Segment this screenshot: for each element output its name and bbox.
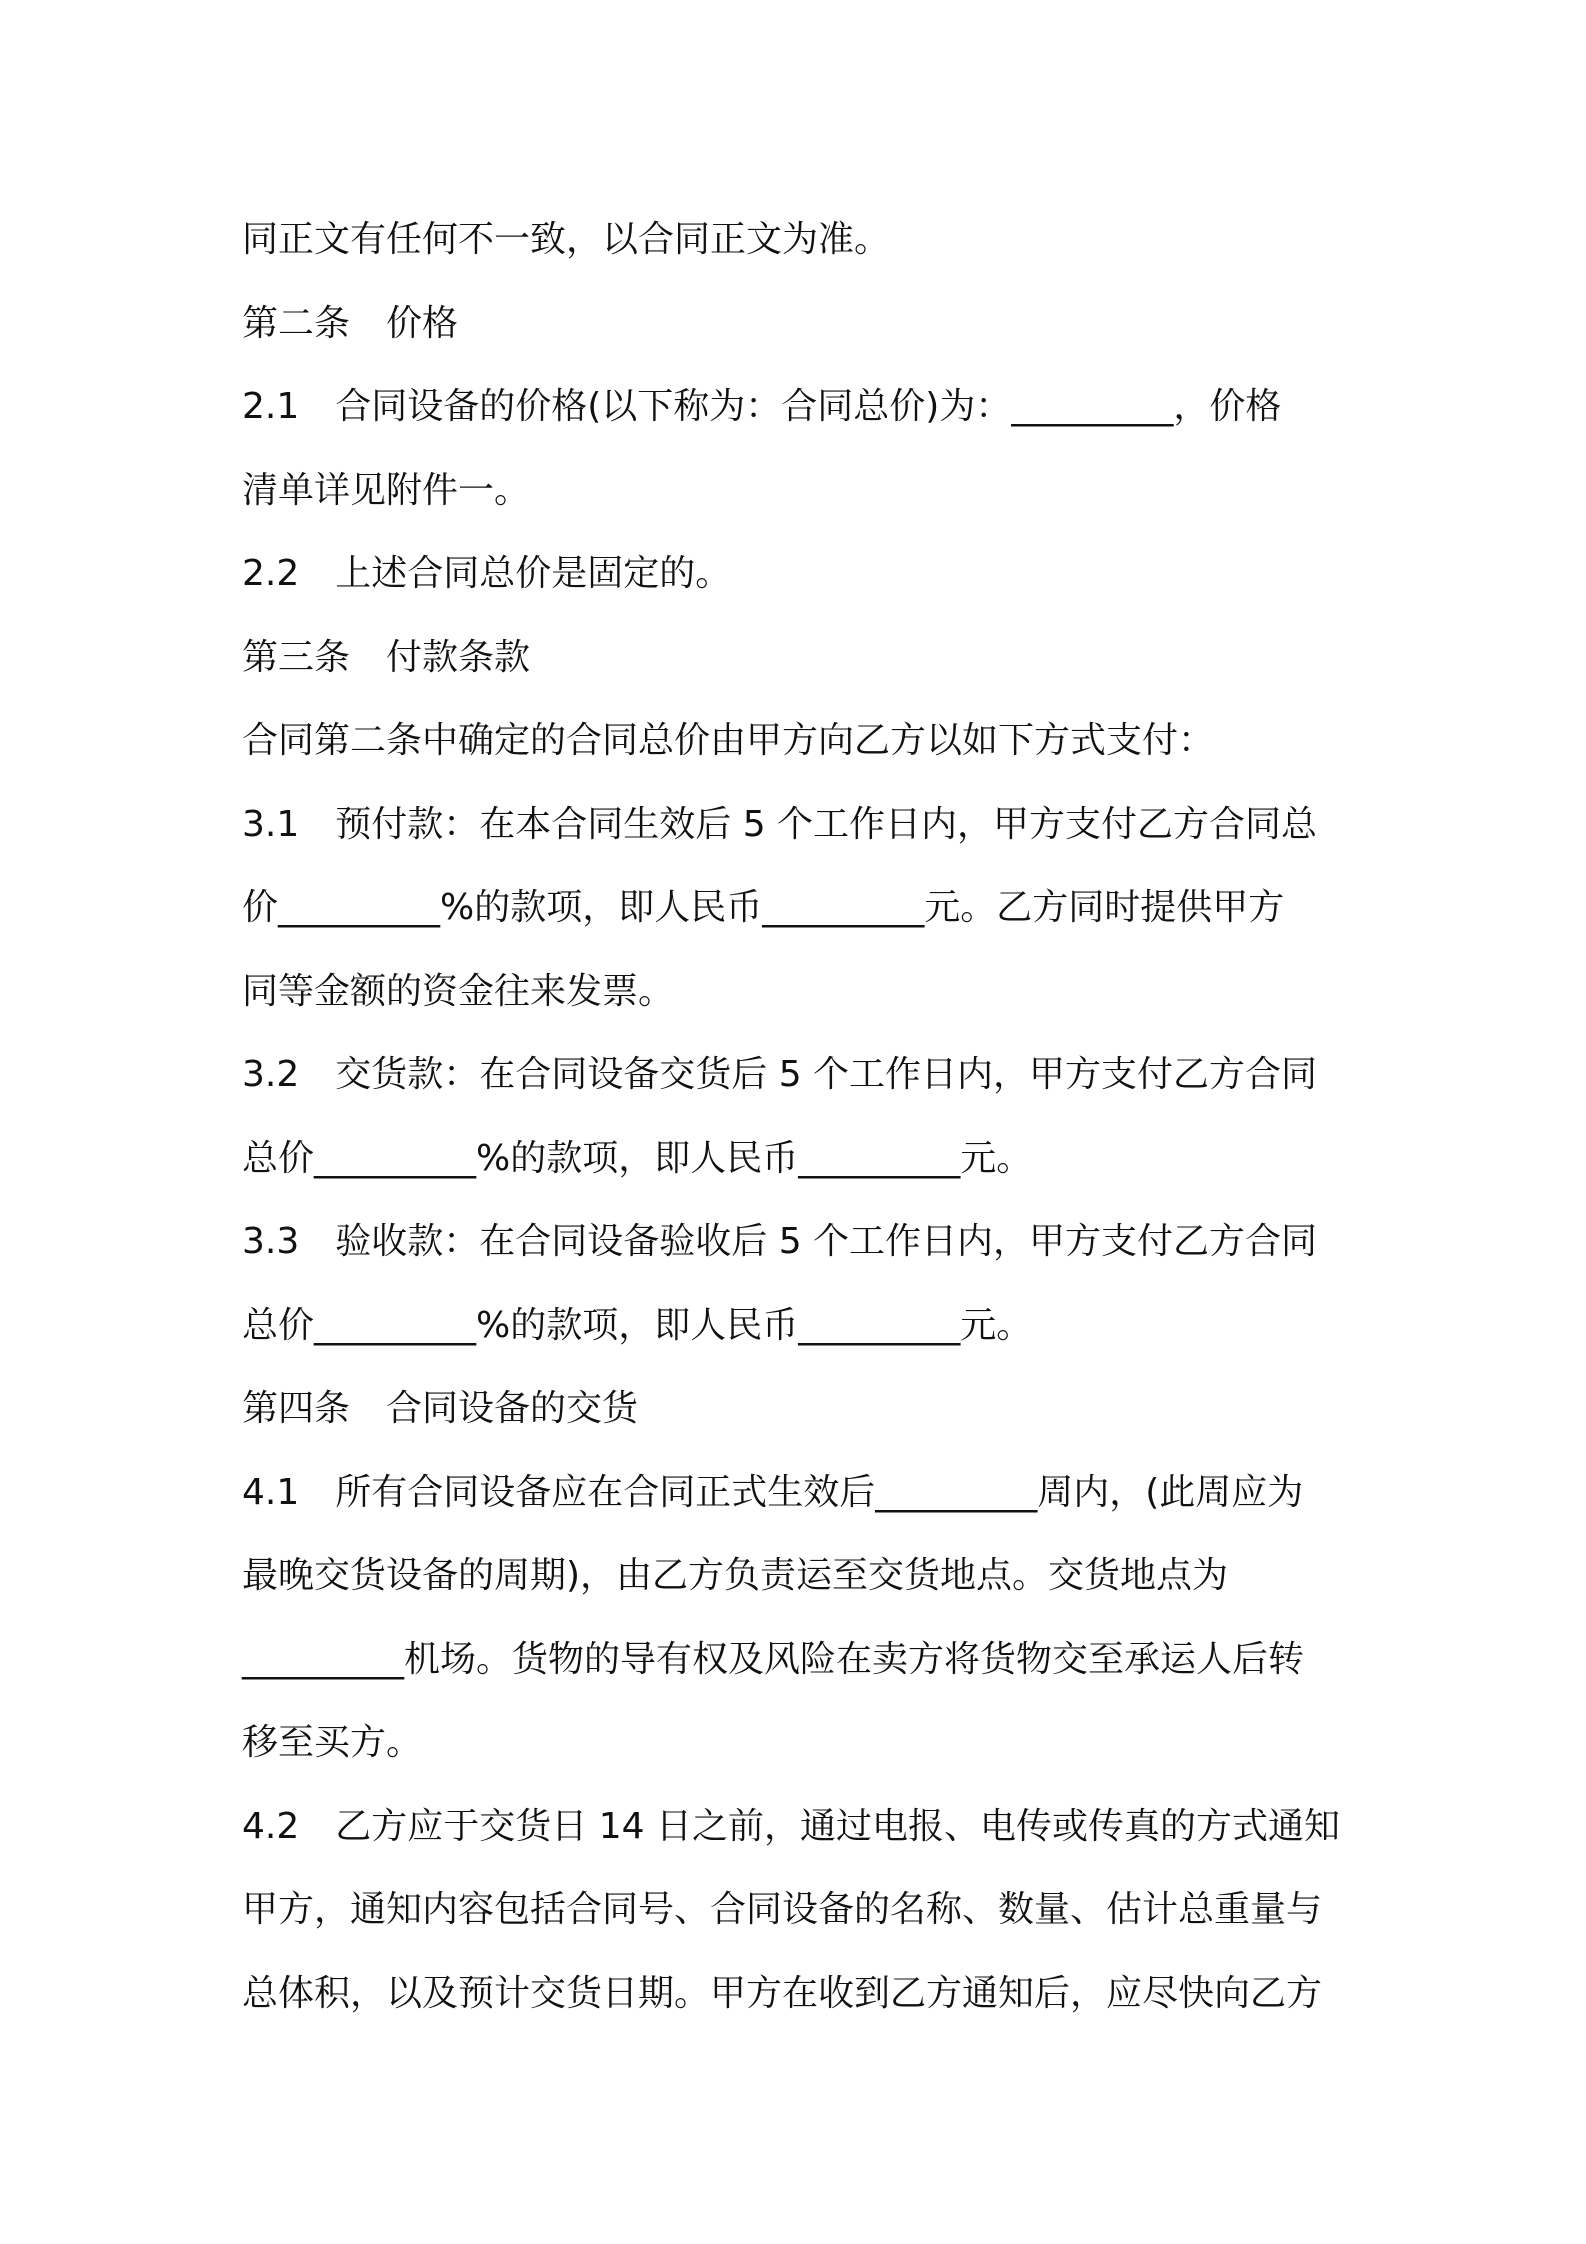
text-line: _________机场。货物的导有权及风险在卖方将货物交至承运人后转 xyxy=(242,1638,1305,1680)
text-line: 总价_________%的款项，即人民币_________元。 xyxy=(242,1304,1033,1346)
clause-line: 3.3 验收款：在合同设备验收后 5 个工作日内，甲方支付乙方合同 xyxy=(242,1221,1318,1262)
text-line: 同正文有任何不一致，以合同正文为准。 xyxy=(242,219,891,260)
text-line: 价_________%的款项，即人民币_________元。乙方同时提供甲方 xyxy=(242,887,1285,928)
text-line: 总价_________%的款项，即人民币_________元。 xyxy=(242,1137,1033,1179)
clause-line: 3.1 预付款：在本合同生效后 5 个工作日内，甲方支付乙方合同总 xyxy=(242,803,1318,845)
text-line: 同等金额的资金往来发票。 xyxy=(242,970,675,1012)
text-line: 最晚交货设备的周期)，由乙方负责运至交货地点。交货地点为 xyxy=(242,1555,1229,1596)
contract-body xyxy=(242,198,1362,2035)
clause-line: 3.2 交货款：在合同设备交货后 5 个工作日内，甲方支付乙方合同 xyxy=(242,1054,1318,1095)
clause-line: 2.1 合同设备的价格(以下称为：合同总价)为：_________，价格 xyxy=(242,386,1282,427)
text-line: 移至买方。 xyxy=(242,1722,423,1763)
text-line: 合同第二条中确定的合同总价由甲方向乙方以如下方式支付： xyxy=(242,720,1215,761)
article-heading: 第二条 价格 xyxy=(242,302,459,344)
article-heading: 第四条 合同设备的交货 xyxy=(242,1388,639,1429)
clause-line: 4.2 乙方应于交货日 14 日之前，通过电报、电传或传真的方式通知 xyxy=(242,1805,1340,1847)
text-line: 清单详见附件一。 xyxy=(242,469,531,511)
clause-line: 2.2 上述合同总价是固定的。 xyxy=(242,553,732,594)
text-line: 总体积，以及预计交货日期。甲方在收到乙方通知后，应尽快向乙方 xyxy=(242,1972,1323,2014)
text-line: 甲方，通知内容包括合同号、合同设备的名称、数量、估计总重量与 xyxy=(242,1889,1323,1930)
article-heading: 第三条 付款条款 xyxy=(242,636,531,678)
clause-line: 4.1 所有合同设备应在合同正式生效后_________周内，(此周应为 xyxy=(242,1471,1304,1513)
